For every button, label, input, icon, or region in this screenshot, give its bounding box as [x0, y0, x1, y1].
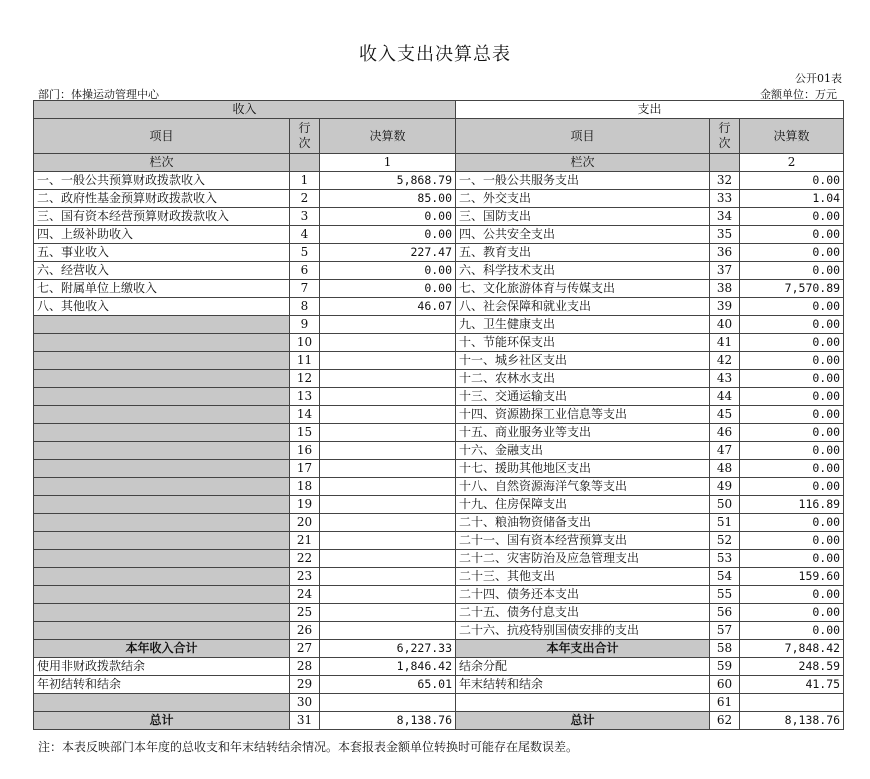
income-amount — [320, 586, 456, 604]
income-line-number: 30 — [290, 694, 320, 712]
expense-amount: 0.00 — [740, 604, 844, 622]
expense-item: 二十二、灾害防治及应急管理支出 — [456, 550, 710, 568]
expense-item: 十三、交通运输支出 — [456, 388, 710, 406]
expense-amount: 8,138.76 — [740, 712, 844, 730]
expense-item: 二十、粮油物资储备支出 — [456, 514, 710, 532]
table-row — [34, 712, 844, 730]
income-amount: 65.01 — [320, 676, 456, 694]
income-amount: 46.07 — [320, 298, 456, 316]
table-row — [34, 532, 844, 550]
table-row — [34, 694, 844, 712]
expense-amount: 0.00 — [740, 208, 844, 226]
income-amount — [320, 622, 456, 640]
income-line-header: 行 次 — [290, 119, 320, 154]
income-line-number: 26 — [290, 622, 320, 640]
expense-amount: 7,570.89 — [740, 280, 844, 298]
expense-line-number: 58 — [710, 640, 740, 658]
table-row — [34, 334, 844, 352]
income-item — [34, 442, 290, 460]
expense-amount: 41.75 — [740, 676, 844, 694]
income-line-number: 17 — [290, 460, 320, 478]
expense-item — [456, 694, 710, 712]
expense-item: 七、文化旅游体育与传媒支出 — [456, 280, 710, 298]
table-number: 公开01表 — [795, 72, 842, 85]
expense-amount: 0.00 — [740, 172, 844, 190]
table-row — [34, 442, 844, 460]
income-line-number: 6 — [290, 262, 320, 280]
income-line-number: 3 — [290, 208, 320, 226]
table-row — [34, 676, 844, 694]
table-row — [34, 190, 844, 208]
income-line-number: 29 — [290, 676, 320, 694]
income-line-number: 8 — [290, 298, 320, 316]
expense-amount-header: 决算数 — [740, 119, 844, 154]
expense-amount: 7,848.42 — [740, 640, 844, 658]
expense-item: 九、卫生健康支出 — [456, 316, 710, 334]
income-line-number: 15 — [290, 424, 320, 442]
table-row — [34, 424, 844, 442]
table-row — [34, 280, 844, 298]
income-item — [34, 586, 290, 604]
expense-column-number: 2 — [740, 154, 844, 172]
income-amount — [320, 388, 456, 406]
income-item — [34, 568, 290, 586]
expense-amount: 0.00 — [740, 532, 844, 550]
income-amount — [320, 568, 456, 586]
expense-item: 结余分配 — [456, 658, 710, 676]
income-item — [34, 514, 290, 532]
income-item — [34, 550, 290, 568]
table-row — [34, 262, 844, 280]
income-amount: 0.00 — [320, 208, 456, 226]
income-amount — [320, 424, 456, 442]
table-row — [34, 352, 844, 370]
income-line-number: 16 — [290, 442, 320, 460]
income-amount — [320, 532, 456, 550]
income-amount — [320, 352, 456, 370]
income-amount — [320, 460, 456, 478]
income-item — [34, 478, 290, 496]
expense-line-blank — [710, 154, 740, 172]
footnote: 注：本表反映部门本年度的总收支和年末结转结余情况。本套报表金额单位转换时可能存在尾数误差。 — [38, 740, 579, 754]
income-line-number: 20 — [290, 514, 320, 532]
expense-line-number: 34 — [710, 208, 740, 226]
expense-item: 十四、资源勘探工业信息等支出 — [456, 406, 710, 424]
expense-item: 二十一、国有资本经营预算支出 — [456, 532, 710, 550]
table-row — [34, 388, 844, 406]
income-line-number: 23 — [290, 568, 320, 586]
expense-line-number: 51 — [710, 514, 740, 532]
income-line-number: 21 — [290, 532, 320, 550]
expense-header: 支出 — [456, 101, 844, 119]
expense-line-number: 35 — [710, 226, 740, 244]
income-item — [34, 622, 290, 640]
unit-label: 金额单位：万元 — [760, 88, 837, 101]
income-item — [34, 604, 290, 622]
expense-line-number: 39 — [710, 298, 740, 316]
income-line-number: 11 — [290, 352, 320, 370]
expense-item: 三、国防支出 — [456, 208, 710, 226]
expense-item: 六、科学技术支出 — [456, 262, 710, 280]
expense-line-number: 38 — [710, 280, 740, 298]
table-row — [34, 460, 844, 478]
expense-line-number: 53 — [710, 550, 740, 568]
expense-amount: 0.00 — [740, 388, 844, 406]
expense-line-number: 47 — [710, 442, 740, 460]
income-amount: 0.00 — [320, 226, 456, 244]
expense-line-number: 49 — [710, 478, 740, 496]
expense-line-number: 37 — [710, 262, 740, 280]
expense-item: 四、公共安全支出 — [456, 226, 710, 244]
expense-amount: 248.59 — [740, 658, 844, 676]
expense-item: 十一、城乡社区支出 — [456, 352, 710, 370]
income-line-number: 28 — [290, 658, 320, 676]
income-item: 六、经营收入 — [34, 262, 290, 280]
expense-amount: 0.00 — [740, 550, 844, 568]
table-row — [34, 568, 844, 586]
table-row — [34, 658, 844, 676]
income-line-number: 4 — [290, 226, 320, 244]
income-item: 年初结转和结余 — [34, 676, 290, 694]
expense-line-number: 60 — [710, 676, 740, 694]
expense-amount: 0.00 — [740, 406, 844, 424]
income-amount — [320, 442, 456, 460]
income-item — [34, 388, 290, 406]
expense-line-number: 52 — [710, 532, 740, 550]
expense-amount: 0.00 — [740, 424, 844, 442]
expense-amount: 0.00 — [740, 622, 844, 640]
income-line-number: 19 — [290, 496, 320, 514]
expense-line-number: 59 — [710, 658, 740, 676]
expense-item: 二、外交支出 — [456, 190, 710, 208]
expense-line-header: 行 次 — [710, 119, 740, 154]
expense-item: 八、社会保障和就业支出 — [456, 298, 710, 316]
income-line-number: 31 — [290, 712, 320, 730]
income-line-number: 9 — [290, 316, 320, 334]
table-row — [34, 226, 844, 244]
expense-line-number: 33 — [710, 190, 740, 208]
expense-item: 十七、援助其他地区支出 — [456, 460, 710, 478]
income-line-number: 14 — [290, 406, 320, 424]
expense-line-number: 43 — [710, 370, 740, 388]
income-amount: 0.00 — [320, 262, 456, 280]
income-item: 总计 — [34, 712, 290, 730]
expense-amount: 0.00 — [740, 460, 844, 478]
income-amount — [320, 478, 456, 496]
income-line-number: 12 — [290, 370, 320, 388]
table-row — [34, 514, 844, 532]
expense-line-number: 32 — [710, 172, 740, 190]
income-line-number: 24 — [290, 586, 320, 604]
expense-item: 十九、住房保障支出 — [456, 496, 710, 514]
expense-amount: 0.00 — [740, 298, 844, 316]
expense-item: 十八、自然资源海洋气象等支出 — [456, 478, 710, 496]
expense-line-number: 44 — [710, 388, 740, 406]
table-row — [34, 604, 844, 622]
income-item: 七、附属单位上缴收入 — [34, 280, 290, 298]
expense-amount: 0.00 — [740, 370, 844, 388]
expense-item: 十二、农林水支出 — [456, 370, 710, 388]
expense-amount: 0.00 — [740, 586, 844, 604]
expense-line-number: 55 — [710, 586, 740, 604]
income-line-number: 10 — [290, 334, 320, 352]
income-item — [34, 694, 290, 712]
income-item: 使用非财政拨款结余 — [34, 658, 290, 676]
income-line-number: 5 — [290, 244, 320, 262]
income-item: 本年收入合计 — [34, 640, 290, 658]
income-item: 三、国有资本经营预算财政拨款收入 — [34, 208, 290, 226]
table-row — [34, 172, 844, 190]
income-amount — [320, 604, 456, 622]
expense-line-number: 42 — [710, 352, 740, 370]
table-row — [34, 478, 844, 496]
income-item: 一、一般公共预算财政拨款收入 — [34, 172, 290, 190]
expense-column-label: 栏次 — [456, 154, 710, 172]
expense-line-number: 61 — [710, 694, 740, 712]
table-row — [34, 550, 844, 568]
expense-item: 二十三、其他支出 — [456, 568, 710, 586]
table-row — [34, 622, 844, 640]
table-row — [34, 298, 844, 316]
income-line-number: 7 — [290, 280, 320, 298]
income-column-number: 1 — [320, 154, 456, 172]
income-line-blank — [290, 154, 320, 172]
expense-line-number: 57 — [710, 622, 740, 640]
expense-item: 一、一般公共服务支出 — [456, 172, 710, 190]
income-amount — [320, 514, 456, 532]
expense-line-number: 48 — [710, 460, 740, 478]
expense-item: 总计 — [456, 712, 710, 730]
income-expense-table — [33, 100, 844, 730]
income-item — [34, 532, 290, 550]
income-line-number: 1 — [290, 172, 320, 190]
expense-line-number: 41 — [710, 334, 740, 352]
income-amount: 6,227.33 — [320, 640, 456, 658]
income-amount: 227.47 — [320, 244, 456, 262]
expense-amount: 0.00 — [740, 244, 844, 262]
income-amount — [320, 694, 456, 712]
table-row — [34, 640, 844, 658]
income-amount — [320, 316, 456, 334]
income-amount: 1,846.42 — [320, 658, 456, 676]
income-column-label: 栏次 — [34, 154, 290, 172]
expense-item: 十六、金融支出 — [456, 442, 710, 460]
expense-amount: 0.00 — [740, 352, 844, 370]
expense-line-number: 46 — [710, 424, 740, 442]
income-line-number: 13 — [290, 388, 320, 406]
income-item — [34, 316, 290, 334]
expense-item: 十、节能环保支出 — [456, 334, 710, 352]
income-item: 五、事业收入 — [34, 244, 290, 262]
income-amount: 8,138.76 — [320, 712, 456, 730]
expense-item: 二十五、债务付息支出 — [456, 604, 710, 622]
expense-line-number: 45 — [710, 406, 740, 424]
income-amount: 5,868.79 — [320, 172, 456, 190]
income-header: 收入 — [34, 101, 456, 119]
department-label: 部门：体操运动管理中心 — [38, 88, 159, 101]
income-item — [34, 496, 290, 514]
table-row — [34, 496, 844, 514]
expense-item: 二十六、抗疫特别国债安排的支出 — [456, 622, 710, 640]
income-amount: 85.00 — [320, 190, 456, 208]
table-row — [34, 244, 844, 262]
table-row — [34, 208, 844, 226]
income-amount — [320, 550, 456, 568]
income-amount-header: 决算数 — [320, 119, 456, 154]
income-amount — [320, 370, 456, 388]
expense-line-number: 50 — [710, 496, 740, 514]
expense-item: 十五、商业服务业等支出 — [456, 424, 710, 442]
income-item — [34, 334, 290, 352]
income-amount — [320, 496, 456, 514]
expense-line-number: 36 — [710, 244, 740, 262]
income-amount — [320, 334, 456, 352]
table-row — [34, 316, 844, 334]
expense-amount: 159.60 — [740, 568, 844, 586]
expense-amount: 0.00 — [740, 316, 844, 334]
income-amount: 0.00 — [320, 280, 456, 298]
expense-amount: 0.00 — [740, 514, 844, 532]
expense-item: 年末结转和结余 — [456, 676, 710, 694]
income-line-number: 27 — [290, 640, 320, 658]
expense-line-number: 56 — [710, 604, 740, 622]
income-item — [34, 460, 290, 478]
expense-amount: 0.00 — [740, 334, 844, 352]
income-item — [34, 352, 290, 370]
income-line-number: 25 — [290, 604, 320, 622]
expense-amount: 0.00 — [740, 478, 844, 496]
income-amount — [320, 406, 456, 424]
income-line-number: 18 — [290, 478, 320, 496]
table-row — [34, 370, 844, 388]
expense-amount: 0.00 — [740, 442, 844, 460]
expense-amount: 0.00 — [740, 262, 844, 280]
income-item: 八、其他收入 — [34, 298, 290, 316]
expense-amount: 116.89 — [740, 496, 844, 514]
expense-line-number: 40 — [710, 316, 740, 334]
expense-amount — [740, 694, 844, 712]
income-item: 四、上级补助收入 — [34, 226, 290, 244]
expense-amount: 0.00 — [740, 226, 844, 244]
income-item — [34, 370, 290, 388]
income-item — [34, 406, 290, 424]
expense-amount: 1.04 — [740, 190, 844, 208]
expense-line-number: 62 — [710, 712, 740, 730]
expense-item-header: 项目 — [456, 119, 710, 154]
income-line-number: 22 — [290, 550, 320, 568]
expense-line-number: 54 — [710, 568, 740, 586]
expense-item: 二十四、债务还本支出 — [456, 586, 710, 604]
expense-item: 五、教育支出 — [456, 244, 710, 262]
expense-item: 本年支出合计 — [456, 640, 710, 658]
income-line-number: 2 — [290, 190, 320, 208]
income-item: 二、政府性基金预算财政拨款收入 — [34, 190, 290, 208]
income-item-header: 项目 — [34, 119, 290, 154]
table-row — [34, 406, 844, 424]
table-row — [34, 586, 844, 604]
income-item — [34, 424, 290, 442]
page-title: 收入支出决算总表 — [359, 44, 511, 65]
